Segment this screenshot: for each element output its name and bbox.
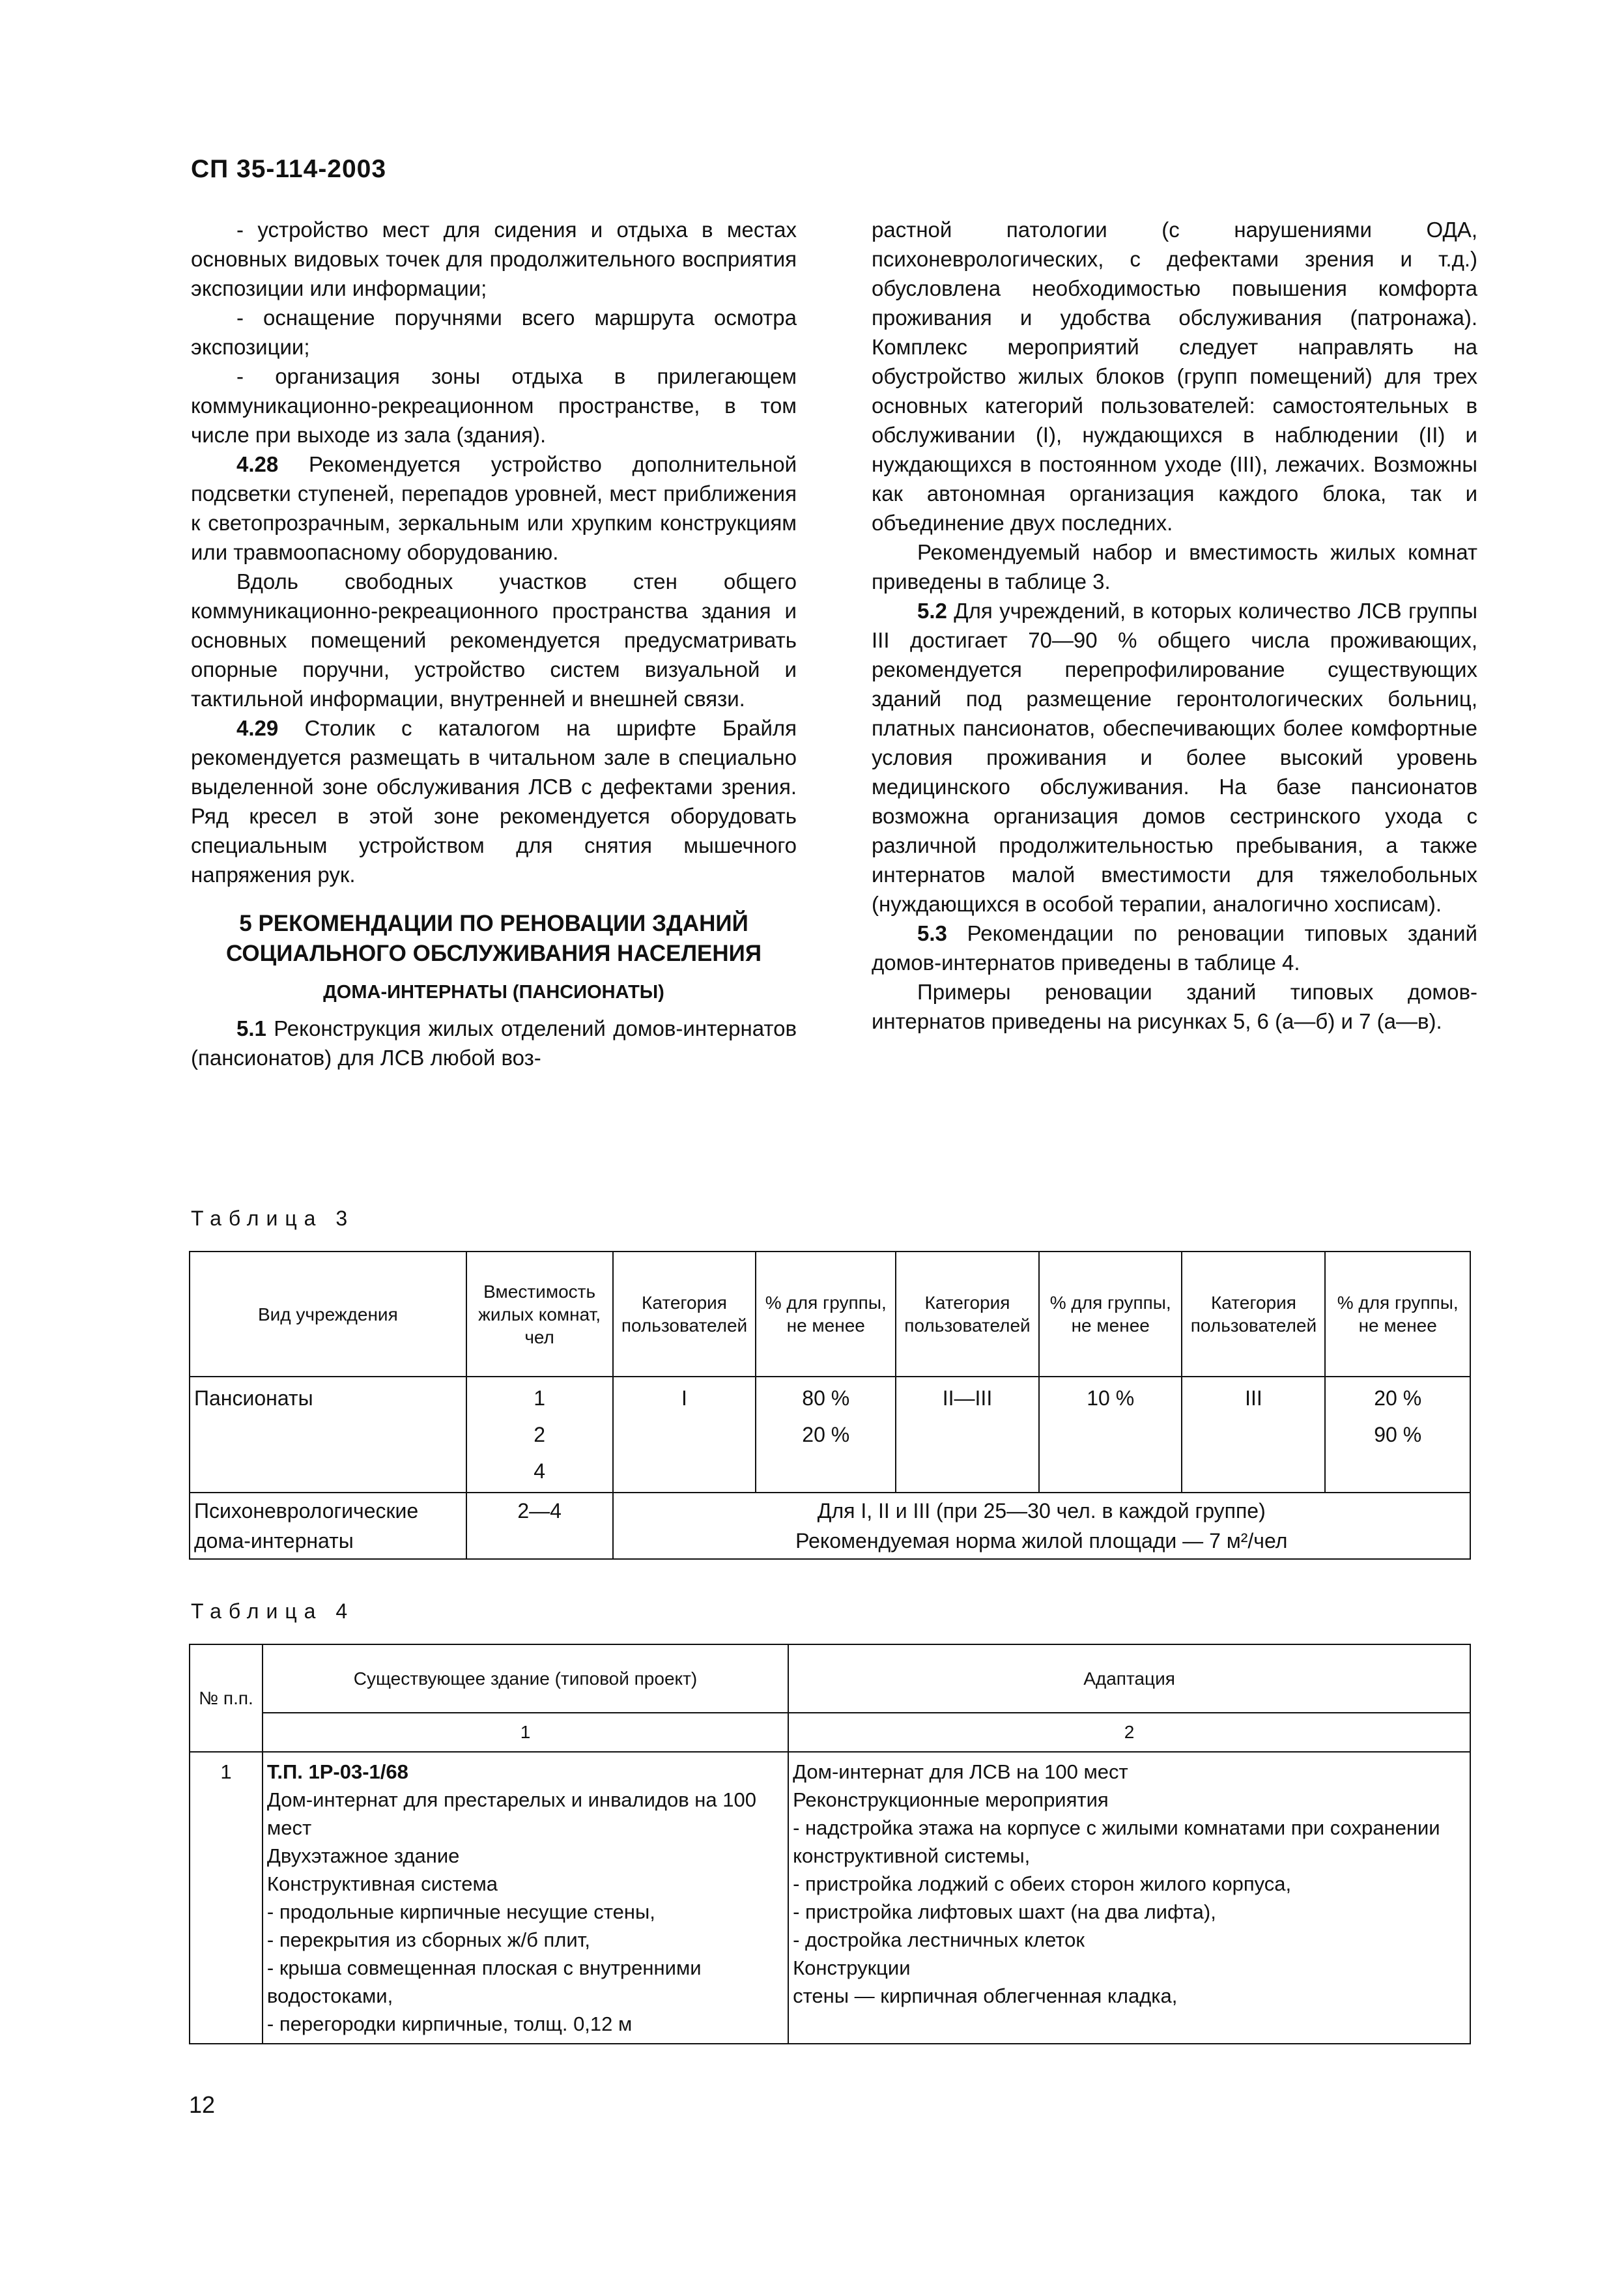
cell-line: Реконструкционные мероприятия — [793, 1788, 1109, 1811]
cell-line: - крыша совмещенная плоская с внутренними водостоками, — [266, 1956, 702, 2007]
table3-caption: Таблица 3 — [191, 1207, 355, 1230]
clause-text: Рекомендации по реновации типовых зданий домов-интернатов приведены в таблице 4. — [872, 921, 1477, 975]
table-header: % для группы, не менее — [1039, 1252, 1182, 1377]
clause-number: 5.2 — [917, 599, 947, 623]
table-3 — [189, 1251, 1471, 1560]
document-code: СП 35-114-2003 — [191, 155, 387, 183]
table-cell — [466, 1377, 613, 1493]
table-cell — [613, 1493, 1470, 1559]
paragraph: Вдоль свободных участков стен общего коммуникационно-рекреационного пространства здания и основных помещений рекомендуется предусматривать опорные поручни, устройство систем визуальной и тактильной информации, внутренней и внешней связи. — [191, 569, 797, 711]
table-header: Категория пользователей — [613, 1252, 756, 1377]
clause-text: Рекомендуется устройство дополнительной подсветки ступеней, перепадов уровней, мест приближения к светопрозрачным, зеркальным или хрупким конструкциям или травмоопасному оборудованию. — [191, 452, 797, 564]
clause-number: 5.3 — [917, 921, 947, 945]
cell-value: Рекомендуемая норма жилой площади — 7 м²/чел — [795, 1529, 1288, 1553]
table-header: % для группы, не менее — [756, 1252, 896, 1377]
cell-line: - пристройка лифтовых шахт (на два лифта), — [793, 1900, 1216, 1923]
paragraph: - организация зоны отдыха в прилегающем коммуникационно-рекреационном пространстве, в том числе при выходе из зала (здания). — [191, 364, 797, 447]
table-cell: 1 — [190, 1752, 263, 2044]
cell-line: Дом-интернат для престарелых и инвалидов на 100 мест — [266, 1788, 756, 1839]
table-header: % для группы, не менее — [1325, 1252, 1470, 1377]
table-row — [190, 1493, 1470, 1559]
table-header: № п.п. — [190, 1644, 263, 1752]
cell-line: - продольные кирпичные несущие стены, — [266, 1900, 655, 1923]
paragraph — [872, 919, 1477, 977]
paragraph: Рекомендуемый набор и вместимость жилых комнат приведены в таблице 3. — [872, 540, 1477, 594]
page-number: 12 — [189, 2091, 216, 2118]
clause-text: Для учреждений, в которых количество ЛСВ группы III достигает 70—90 % общего числа проживающих, рекомендуется перепрофилирование существующих зданий под размещение геронтологических больниц, платных пансионатов, обеспечивающих более комфортные условия проживания и более высокий уровень медицинского обслуживания. На базе пансионатов возможна организация домов сестринского ухода с различной продолжительностью пребывания, а также интернатов малой вместимости для тяжелобольных (нуждающихся в особой терапии, аналогично хосписам). — [872, 599, 1477, 916]
table-cell: 10 % — [1039, 1377, 1182, 1493]
clause-number: 4.28 — [236, 452, 279, 476]
table-cell: 2—4 — [466, 1493, 613, 1559]
paragraph — [872, 596, 1477, 919]
table-header-row — [190, 1713, 1470, 1752]
table-header: Категория пользователей — [1182, 1252, 1325, 1377]
cell-value: 4 — [534, 1459, 546, 1483]
project-code: Т.П. 1Р-03-1/68 — [266, 1760, 408, 1783]
table-cell: II—III — [896, 1377, 1039, 1493]
cell-value: 80 % — [802, 1386, 850, 1410]
table-header: Адаптация — [788, 1644, 1470, 1713]
table-header-row — [190, 1644, 1470, 1713]
paragraph — [191, 713, 797, 889]
table-header: Вид учреждения — [190, 1252, 466, 1377]
section-title: 5 РЕКОМЕНДАЦИИ ПО РЕНОВАЦИИ ЗДАНИЙ СОЦИАЛЬНОГО ОБСЛУЖИВАНИЯ НАСЕЛЕНИЯ — [226, 911, 762, 966]
table-cell — [263, 1752, 788, 2044]
cell-line: - перекрытия из сборных ж/б плит, — [266, 1928, 591, 1951]
cell-line: стены — кирпичная облегченная кладка, — [793, 1984, 1178, 2007]
paragraph — [191, 450, 797, 567]
cell-value: 20 % — [1374, 1386, 1422, 1410]
table-cell — [788, 1752, 1470, 2044]
left-column — [191, 215, 797, 1072]
table-header: 2 — [788, 1713, 1470, 1752]
table-row — [190, 1752, 1470, 2044]
table-header: Вместимость жилых комнат, чел — [466, 1252, 613, 1377]
cell-line: - достройка лестничных клеток — [793, 1928, 1085, 1951]
table-4 — [189, 1644, 1471, 2044]
clause-number: 4.29 — [236, 716, 279, 740]
clause-text: Реконструкция жилых отделений домов-интернатов (пансионатов) для ЛСВ любой воз- — [191, 1016, 797, 1070]
paragraph: Примеры реновации зданий типовых домов-интернатов приведены на рисунках 5, 6 (а—б) и 7 (а—в). — [872, 980, 1477, 1033]
paragraph: - устройство мест для сидения и отдыха в местах основных видовых точек для продолжительного восприятия экспозиции или информации; — [191, 218, 797, 300]
table-cell: I — [613, 1377, 756, 1493]
table-cell: III — [1182, 1377, 1325, 1493]
table-header: Существующее здание (типовой проект) — [263, 1644, 788, 1713]
cell-line: - перегородки кирпичные, толщ. 0,12 м — [266, 2012, 633, 2035]
right-column — [872, 215, 1477, 1036]
paragraph: растной патологии (с нарушениями ОДА, психоневрологических, с дефектами зрения и т.д.) обусловлена необходимостью повышения комфорта проживания и удобства обслуживания (патронажа). Комплекс мероприятий следует направлять на обустройство жилых блоков (групп помещений) для трех основных категорий пользователей: самостоятельных в обслуживании (I), нуждающихся в наблюдении (II) и нуждающихся в постоянном уходе (III), лежачих. Возможны как автономная организация каждого блока, так и объединение двух последних. — [872, 218, 1477, 535]
clause-text: Столик с каталогом на шрифте Брайля рекомендуется размещать в читальном зале в специально выделенной зоне обслуживания ЛСВ с дефектами зрения. Ряд кресел в этой зоне рекомендуется оборудовать специальным устройством для снятия мышечного напряжения рук. — [191, 716, 797, 887]
table-header: 1 — [263, 1713, 788, 1752]
table4-caption: Таблица 4 — [191, 1599, 355, 1623]
cell-line: Дом-интернат для ЛСВ на 100 мест — [793, 1760, 1128, 1783]
table-cell: Пансионаты — [190, 1377, 466, 1493]
cell-value: Для I, II и III (при 25—30 чел. в каждой группе) — [817, 1499, 1266, 1523]
table-cell: Психоневрологические дома-интернаты — [190, 1493, 466, 1559]
table-row — [190, 1377, 1470, 1493]
cell-value: 90 % — [1374, 1423, 1422, 1446]
paragraph — [191, 1014, 797, 1072]
table-cell — [1325, 1377, 1470, 1493]
cell-value: 20 % — [802, 1423, 850, 1446]
cell-line: Двухэтажное здание — [266, 1844, 460, 1867]
cell-value: 2 — [534, 1423, 546, 1446]
cell-line: - надстройка этажа на корпусе с жилыми комнатами при сохранении конструктивной системы, — [793, 1816, 1440, 1867]
cell-line: Конструкции — [793, 1956, 911, 1979]
cell-line: - пристройка лоджий с обеих сторон жилого корпуса, — [793, 1872, 1292, 1895]
paragraph: - оснащение поручнями всего маршрута осмотра экспозиции; — [191, 306, 797, 359]
cell-value: 1 — [534, 1386, 546, 1410]
clause-number: 5.1 — [236, 1016, 266, 1040]
table-cell — [756, 1377, 896, 1493]
table-header: Категория пользователей — [896, 1252, 1039, 1377]
subsection-title: ДОМА-ИНТЕРНАТЫ (ПАНСИОНАТЫ) — [323, 982, 664, 1003]
table-header-row — [190, 1252, 1470, 1377]
cell-line: Конструктивная система — [266, 1872, 498, 1895]
